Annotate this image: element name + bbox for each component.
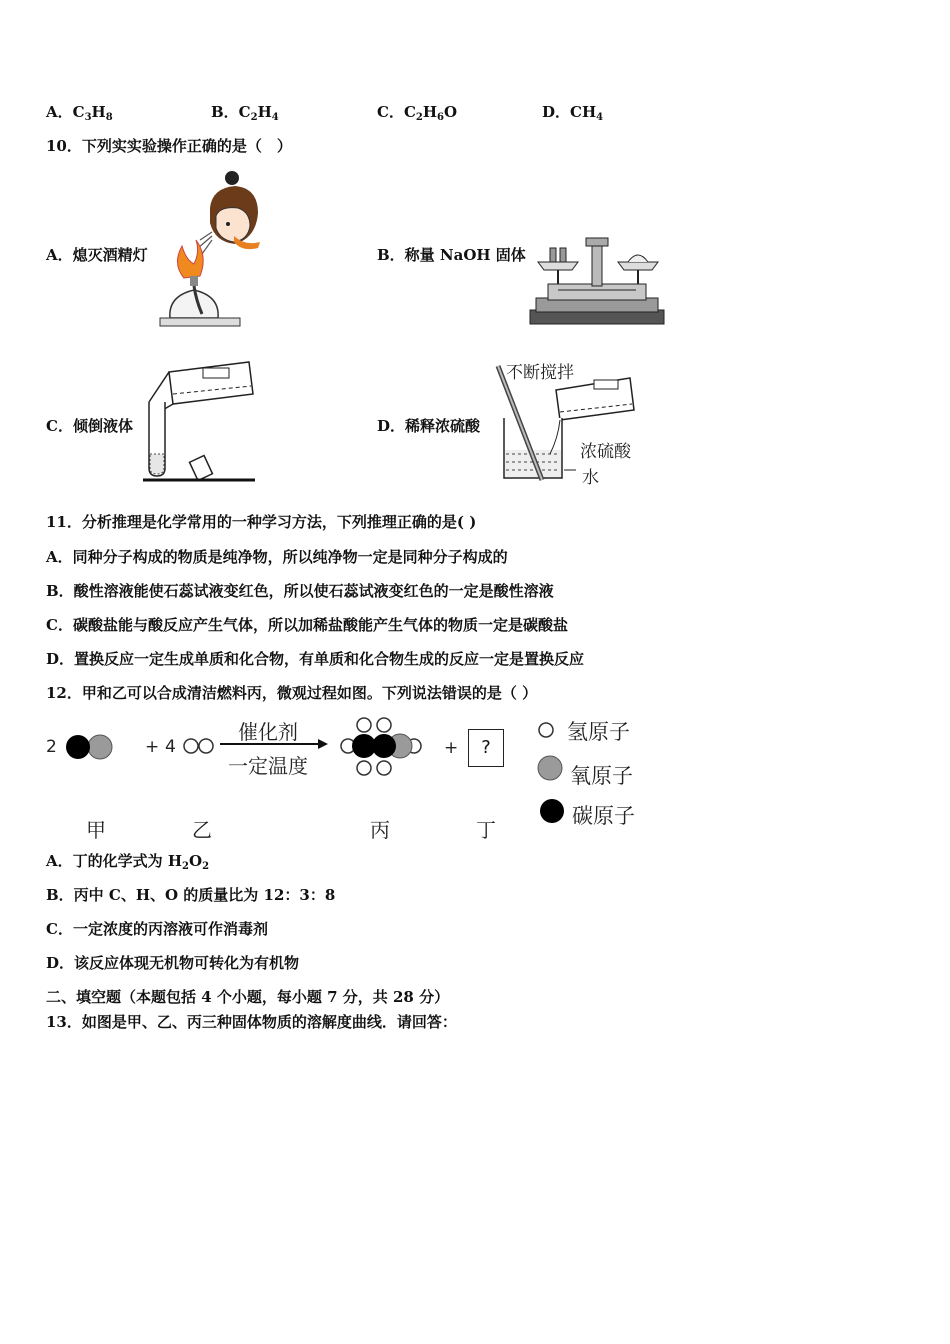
q12-option-d: D．该反应体现无机物可转化为有机物 (46, 954, 300, 972)
coefficient-2: 2 (46, 737, 57, 757)
label-water: 水 (582, 468, 599, 488)
q11-option-b: B．酸性溶液能使石蕊试液变红色，所以使石蕊试液变红色的一定是酸性溶液 (46, 582, 554, 600)
pour-liquid-figure (143, 358, 258, 484)
q12-option-c: C．一定浓度的丙溶液可作消毒剂 (46, 920, 268, 938)
atom-legend-symbols (532, 718, 572, 828)
coefficient-4: 4 (165, 737, 176, 757)
legend-oxygen: 氧原子 (570, 764, 633, 788)
condition-temperature: 一定温度 (228, 754, 308, 778)
plus-2: + (444, 738, 459, 758)
blow-out-lamp-figure (150, 168, 270, 333)
q12-stem: 12．甲和乙可以合成清洁燃料丙，微观过程如图。下列说法错误的是（ ） (46, 684, 538, 702)
q12-option-b: B．丙中 C、H、O 的质量比为 12：3：8 (46, 886, 336, 904)
q10-stem: 10．下列实实验操作正确的是（ ） (46, 137, 292, 155)
balance-figure (528, 236, 668, 328)
q10-option-c: C．倾倒液体 (46, 417, 133, 435)
q10-option-b: B．称量 NaOH 固体 (377, 246, 526, 264)
legend-hydrogen: 氢原子 (567, 720, 630, 744)
name-jia: 甲 (86, 818, 106, 842)
molecule-jia-co (62, 733, 114, 761)
q10-option-d: D．稀释浓硫酸 (377, 417, 481, 435)
q9-option-a: A．$C_3H_8$ (46, 103, 113, 123)
label-acid: 浓硫酸 (580, 442, 631, 462)
molecule-yi-h2 (182, 737, 216, 755)
molecule-bing-ethanol (338, 716, 428, 778)
q12-option-a: A．丁的化学式为 $H_2O_2$ (46, 852, 210, 872)
q10-option-a: A．熄灭酒精灯 (46, 246, 148, 264)
q11-option-a: A．同种分子构成的物质是纯净物，所以纯净物一定是同种分子构成的 (46, 548, 508, 566)
plus-1: + (145, 737, 160, 757)
q13-stem: 13．如图是甲、乙、丙三种固体物质的溶解度曲线．请回答： (46, 1013, 457, 1031)
label-stir: 不断搅拌 (506, 363, 574, 383)
q11-option-c: C．碳酸盐能与酸反应产生气体，所以加稀盐酸能产生气体的物质一定是碳酸盐 (46, 616, 568, 634)
q11-option-d: D．置换反应一定生成单质和化合物，有单质和化合物生成的反应一定是置换反应 (46, 650, 585, 668)
section-2-heading: 二、填空题（本题包括 4 个小题，每小题 7 分，共 28 分） (46, 988, 450, 1006)
condition-catalyst: 催化剂 (238, 720, 298, 744)
name-ding: 丁 (476, 818, 496, 842)
name-bing: 丙 (370, 818, 390, 842)
q9-option-c: C．$C_2H_6O$ (377, 103, 458, 123)
q9-option-d: D．$CH_4$ (542, 103, 604, 123)
legend-carbon: 碳原子 (572, 804, 635, 828)
unknown-product-box: ? (468, 729, 504, 767)
reaction-arrow (220, 738, 330, 750)
name-yi: 乙 (192, 818, 212, 842)
q11-stem: 11．分析推理是化学常用的一种学习方法，下列推理正确的是( ) (46, 513, 477, 531)
q9-option-b: B．$C_2H_4$ (211, 103, 279, 123)
